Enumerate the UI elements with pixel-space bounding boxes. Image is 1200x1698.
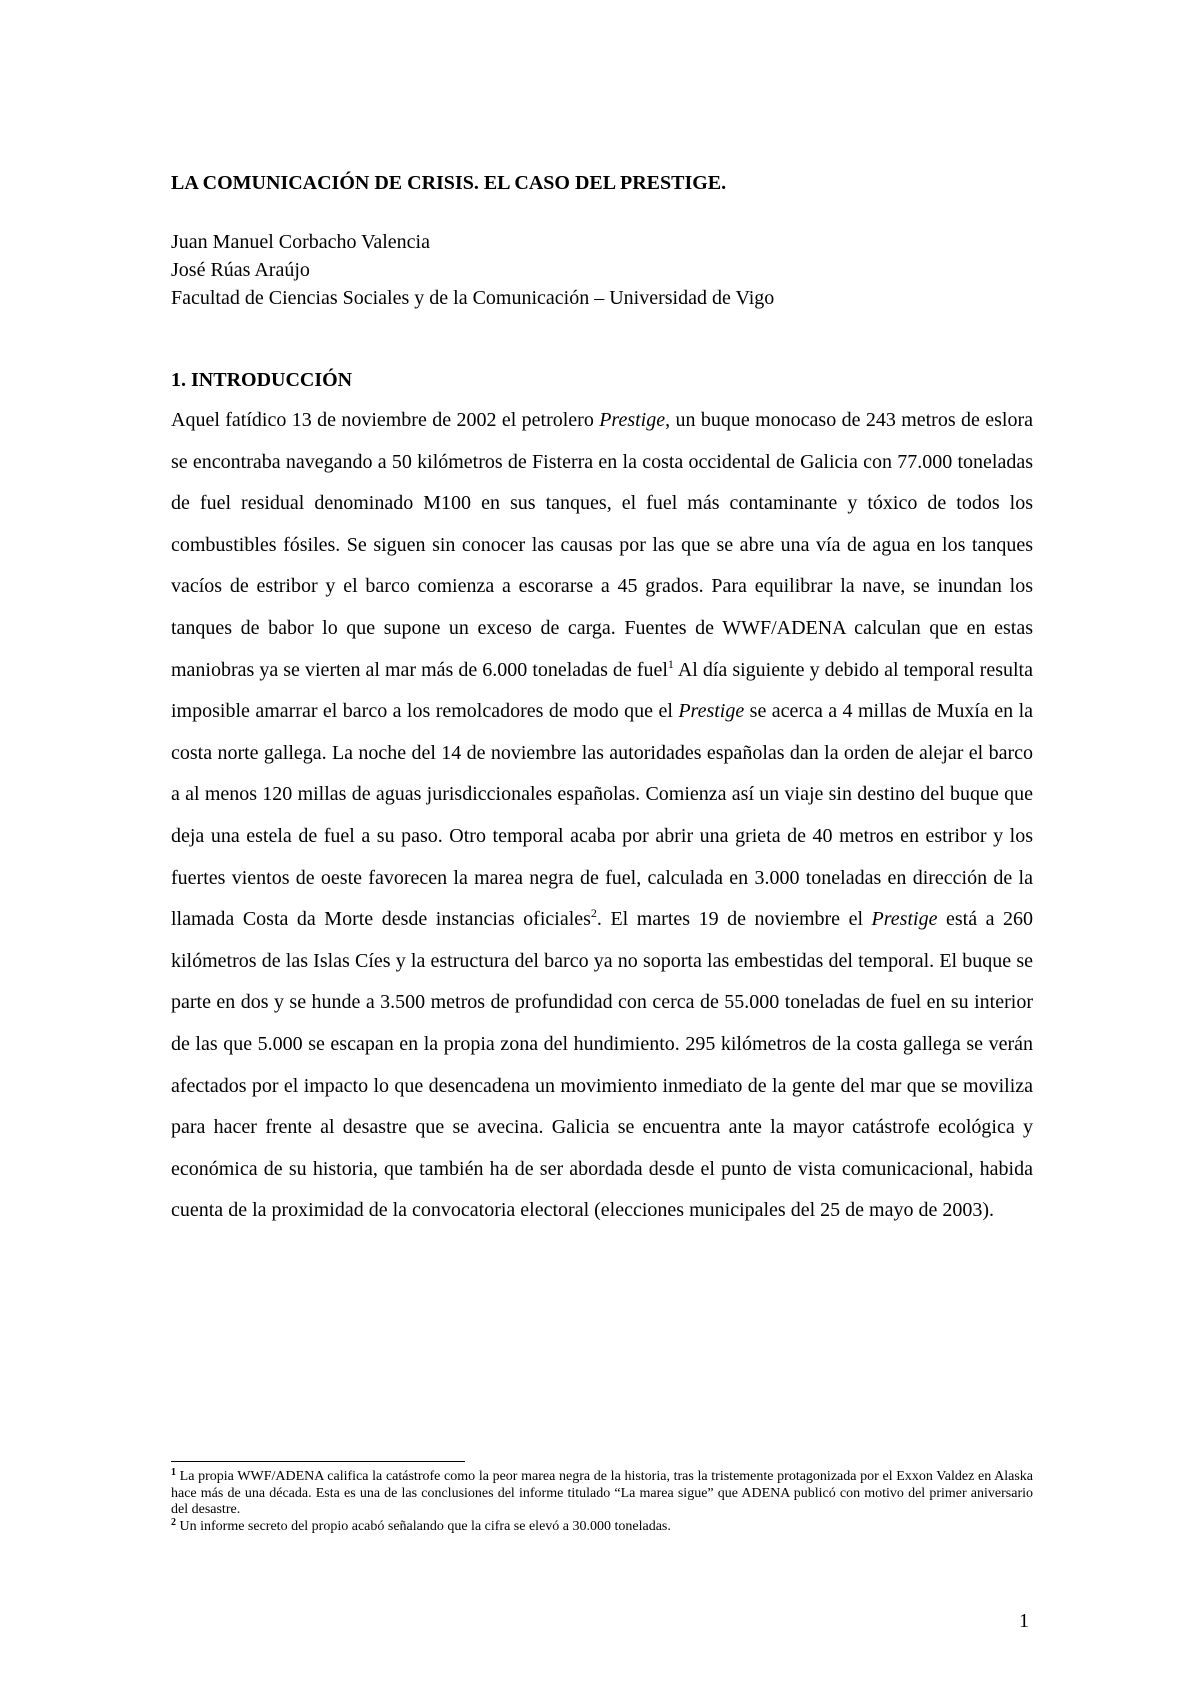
footnote-1 [171, 1469, 1033, 1519]
ship-name: Prestige [678, 700, 745, 723]
footnote-2 [171, 1516, 1033, 1536]
section-heading: 1. INTRODUCCIÓN [171, 369, 353, 391]
footnote-ref-2[interactable]: 2 [590, 906, 597, 921]
author-block [171, 228, 774, 312]
body-text: se acerca a 4 millas de Muxía en la costa norte gallega. La noche del 14 de noviembre las autoridades españolas dan la orden de alejar el barco a al menos 120 millas de aguas jurisdiccionales españolas. Comienza así un viaje sin destino del buque que deja una estela de fuel a su paso. Otro temporal acaba por abrir una grieta de 40 metros en estribor y los fuertes vientos de oeste favorecen la marea negra de fuel, calculada en 3.000 toneladas en dirección de la llamada Costa da Morte desde instancias oficiales [171, 700, 1033, 931]
page-number: 1 [1019, 1610, 1029, 1632]
ship-name: Prestige [599, 409, 666, 431]
body-text: . El martes 19 de noviembre el [596, 908, 872, 931]
author-name: Juan Manuel Corbacho Valencia [171, 231, 430, 253]
footnote-mark: 1 [171, 1467, 176, 1478]
body-paragraph [171, 400, 1033, 1232]
author-affiliation: Facultad de Ciencias Sociales y de la Comunicación – Universidad de Vigo [171, 287, 775, 309]
body-text: Aquel fatídico 13 de noviembre de 2002 el petrolero [171, 409, 600, 431]
footnote-separator [171, 1461, 465, 1462]
ship-name: Prestige [871, 908, 938, 931]
paper-title: LA COMUNICACIÓN DE CRISIS. EL CASO DEL PRESTIGE. [171, 172, 727, 194]
author-name: José Rúas Araújo [171, 259, 310, 281]
body-text: está a 260 kilómetros de las Islas Cíes y la estructura del barco ya no soporta las embestidas del temporal. El buque se parte en dos y se hunde a 3.500 metros de profundidad con cerca de 55.000 toneladas de fuel en su interior de las que 5.000 se escapan en la propia zona del hundimiento. 295 kilómetros de la costa gallega se verán afectados por el impacto lo que desencadena un movimiento inmediato de la gente del mar que se moviliza para hacer frente al desastre que se avecina. Galicia se encuentra ante la mayor catástrofe ecológica y económica de su historia, que también ha de ser abordada desde el punto de vista comunicacional, habida cuenta de la proximidad de la convocatoria electoral (elecciones municipales del 25 de mayo de 2003). [171, 908, 1033, 1222]
footnote-text: La propia WWF/ADENA califica la catástrofe como la peor marea negra de la historia, tras la tristemente protagonizada por el Exxon Valdez en Alaska hace más de una década. Esta es una de las conclusiones del informe titulado “La marea sigue” que ADENA publicó con motivo del primer aniversario del desastre. [171, 1469, 1033, 1518]
footnote-ref-1[interactable]: 1 [667, 656, 674, 671]
footnote-mark: 2 [171, 1516, 176, 1528]
footnotes [171, 1469, 1033, 1535]
footnote-text: Un informe secreto del propio acabó señalando que la cifra se elevó a 30.000 toneladas. [176, 1518, 671, 1534]
body-text: Al día siguiente y debido al temporal resulta imposible amarrar el barco a los remolcadores de modo que el [171, 658, 1033, 723]
body-text: , un buque monocaso de 243 metros de eslora se encontraba navegando a 50 kilómetros de Fisterra en la costa occidental de Galicia con 77.000 toneladas de fuel residual denominado M100 en sus tanques, el fuel más contaminante y tóxico de todos los combustibles fósiles. Se siguen sin conocer las causas por las que se abre una vía de agua en los tanques vacíos de estribor y el barco comienza a escorarse a 45 grados. Para equilibrar la nave, se inundan los tanques de babor lo que supone un exceso de carga. Fuentes de WWF/ADENA calculan que en estas maniobras ya se vierten al mar más de 6.000 toneladas de fuel [171, 409, 1033, 681]
